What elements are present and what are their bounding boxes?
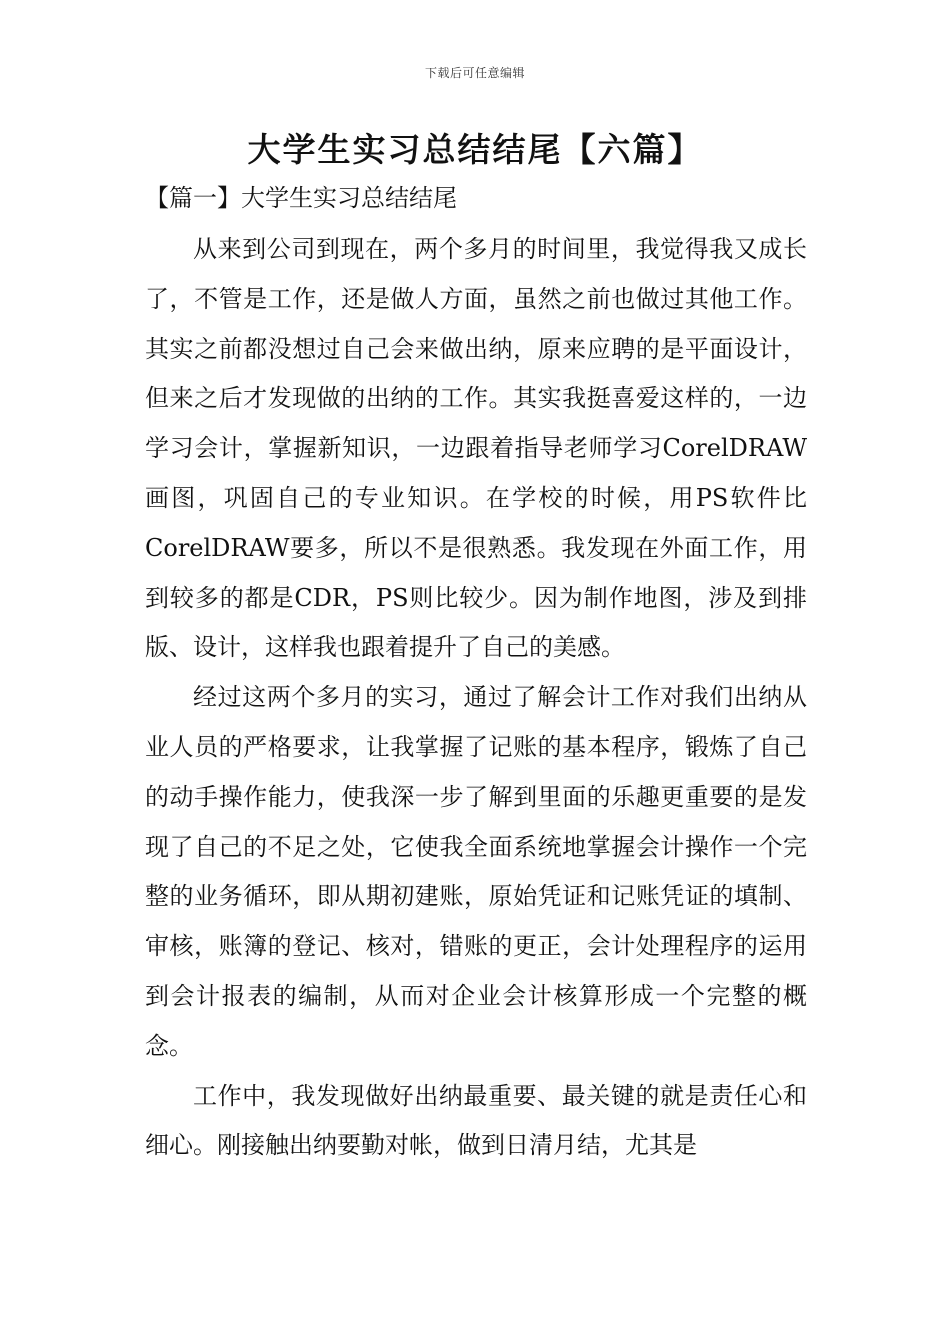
paragraph: 从来到公司到现在，两个多月的时间里，我觉得我又成长了，不管是工作，还是做人方面，虽然之前也做过其他工作。其实之前都没想过自己会来做出纳，原来应聘的是平面设计，但来之后才发现做的出纳的工作。其实我挺喜爱这样的，一边学习会计，掌握新知识，一边跟着指导老师学习CorelDRAW画图，巩固自己的专业知识。在学校的时候，用PS软件比CorelDRAW要多，所以不是很熟悉。我发现在外面工作，用到较多的都是CDR，PS则比较少。因为制作地图，涉及到排版、设计，这样我也跟着提升了自己的美感。 — [145, 235, 807, 662]
section-heading: 【篇一】大学生实习总结结尾 — [145, 184, 457, 212]
paragraph: 工作中，我发现做好出纳最重要、最关键的就是责任心和细心。刚接触出纳要勤对帐，做到日清月结，尤其是 — [145, 1081, 807, 1160]
document-body — [145, 225, 807, 1171]
paragraph: 经过这两个多月的实习，通过了解会计工作对我们出纳从业人员的严格要求，让我掌握了记账的基本程序，锻炼了自己的动手操作能力，使我深一步了解到里面的乐趣更重要的是发现了自己的不足之处，它使我全面系统地掌握会计操作一个完整的业务循环，即从期初建账，原始凭证和记账凭证的填制、审核，账簿的登记、核对，错账的更正，会计处理程序的运用到会计报表的编制，从而对企业会计核算形成一个完整的概念。 — [145, 683, 807, 1060]
document-title: 大学生实习总结结尾【六篇】 — [247, 130, 703, 169]
page-header-note: 下载后可任意编辑 — [424, 66, 525, 80]
